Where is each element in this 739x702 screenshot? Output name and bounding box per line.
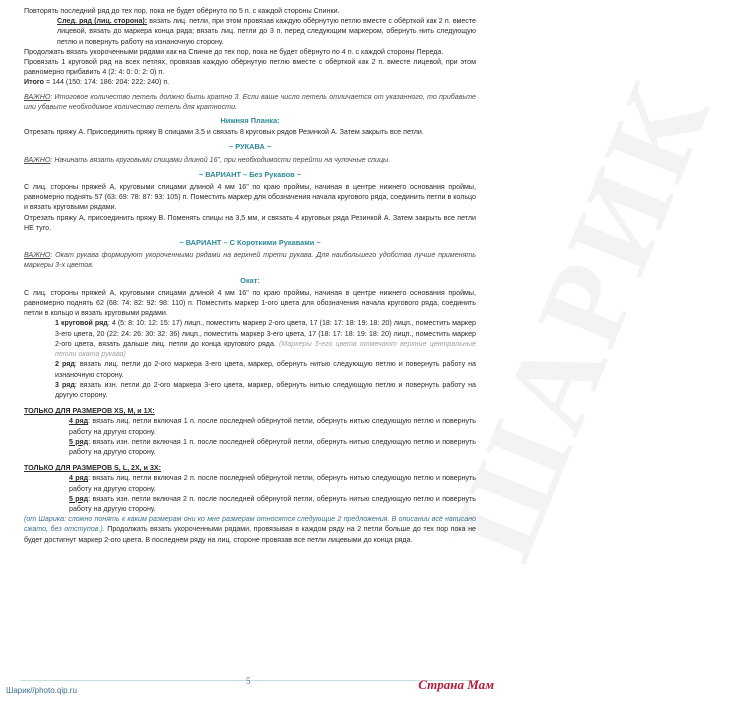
size-group-1-row-4	[24, 416, 476, 436]
row-2-lead: 2 ряд	[55, 360, 75, 369]
cap-row-3	[24, 380, 476, 400]
important-note-3	[24, 250, 476, 270]
cap-text: С лиц. стороны пряжей A, круговыми спицами длиной 4 мм 16" по краю проймы, начиная в центре нижнего основания проймы, равномерно поднять 62 (68: 74: 82: 92: 98: 110) п. Поместить маркер 1-ого цвета для обозначения начала кругового ряда, соединить петли в кольцо и вязать круговыми рядами.	[24, 288, 476, 318]
next-row-text: вязать лиц. петли, при этом провязав каждую обёрнутую петлю вместе с обёрткой как 2 п. вместе лицевой, вязать до маркера конца ряда; вязать лиц. петли до 3 п. перед следующим маркером, обернуть нить следующую петлю и повернуть работу на изнаночную сторону.	[57, 17, 477, 46]
paragraph-next-row	[24, 16, 476, 47]
heading-sleeve: ~ РУКАВА ~	[228, 142, 272, 152]
paragraph-total	[24, 77, 476, 87]
next-row-lead: След. ряд (лиц. сторона):	[57, 17, 148, 26]
paragraph-1: Повторять последний ряд до тех пор, пока не будет обёрнуто по 5 п. с каждой стороны Спинки.	[24, 7, 340, 15]
cap-row-2	[24, 359, 476, 379]
important-label: ВАЖНО	[24, 155, 51, 164]
total-lead: Итого	[24, 78, 45, 87]
heading-variant-short-sleeves: ~ ВАРИАНТ – С Короткими Рукавами ~	[179, 238, 321, 248]
row-4-lead: 4 ряд	[69, 474, 89, 483]
important-text: : Окат рукава формируют укороченными рядами на верхней трети рукава. Для наибольшего удобства лучше применять маркеры 3-х цветов.	[24, 251, 476, 270]
heading-variant-sleeveless: ~ ВАРИАНТ – Без Рукавов ~	[198, 169, 302, 179]
size-group-2-row-4	[24, 473, 476, 493]
heading-placket: Нижняя Планка:	[220, 116, 280, 126]
important-text: : Начинать вязать круговыми спицами длиной 16", при необходимости перейти на чулочные спицы.	[50, 155, 391, 164]
row-5-text: : вязать изн. петли включая 1 п. после последней обёрнутой петли, обернуть нитью следующую петлю и повернуть работу на другую сторону.	[69, 437, 476, 456]
cap-row-1	[24, 318, 476, 359]
row-1-note: (Маркеры 3-его цвета отмечают верхние центральные петли оката рукава)	[55, 339, 476, 359]
page-number: 5	[246, 676, 251, 686]
final-paragraph	[24, 514, 476, 545]
watermark-text: ШАРИК	[424, 61, 737, 577]
important-note-1	[24, 92, 476, 112]
row-1-lead: 1 круговой ряд	[55, 319, 108, 328]
variant-sleeveless-text-2: Отрезать пряжу A, присоединить пряжу B. Поменять спицы на 3,5 мм, и связать 4 круговых ряда Резинкой A. Затем закрыть все петли НЕ туго.	[24, 213, 476, 232]
document-body	[24, 6, 476, 545]
row-3-lead: 3 ряд	[55, 380, 75, 389]
final-text: Продолжать вязать укороченными рядами, провязывая в каждом ряду на 2 петли больше до тех пор пока не будет достигнут маркер 2-ого цвета. В последнем ряду на лиц. стороне провязав все петли лицевыми до конца ряда.	[24, 525, 476, 544]
row-5-text: : вязать изн. петли включая 2 п. после последней обёрнутой петли, обернуть нитью следующую петлю и повернуть работу на другую сторону.	[69, 494, 476, 513]
row-5-lead: 5 ряд	[69, 437, 89, 446]
row-3-text: : вязать изн. петли до 2-ого маркера 3-его цвета, маркер, обернуть нитью следующую петлю и повернуть работу на другую сторону.	[55, 380, 476, 399]
important-note-2	[24, 155, 476, 165]
placket-text: Отрезать пряжу A. Присоединить пряжу B спицами 3,5 и связать 8 круговых рядов Резинкой A. Затем закрыть все петли.	[24, 128, 424, 137]
footer-source-link[interactable]: Шарик//photo.qip.ru	[6, 686, 77, 695]
row-4-text: : вязать лиц. петли включая 2 п. после последней обёрнутой петли, обернуть нитью следующую петлю и повернуть работу на другую сторону.	[69, 474, 476, 493]
row-1-text: : 4 (5: 8: 10: 12: 15: 17) лицп., поместить маркер 2-ого цвета, 17 (18: 17: 18: 19: 18: 20) лицп., поместить маркер 3-его цвета, 20 (22: 24: 26: 30: 32: 36) лицп., поместить маркер 3-его цвета, 17 (18: 17: 18: 19: 18: 20) лицп., поместить маркер 2-ого цвета, вязать дальше лиц. петли до конца кругового ряда.	[55, 319, 476, 348]
important-label: ВАЖНО	[24, 251, 51, 260]
total-value: = 144 (150: 174: 186: 204: 222: 240) п.	[44, 78, 170, 87]
important-label: ВАЖНО	[24, 92, 51, 101]
size-group-1-row-5	[24, 437, 476, 457]
row-4-lead: 4 ряд	[69, 417, 89, 426]
row-5-lead: 5 ряд	[69, 494, 89, 503]
heading-cap: Окат:	[240, 275, 260, 285]
paragraph-continue: Продолжать вязать укороченными рядами как на Спинке до тех пор, пока не будет обёрнуто по 4 п. с каждой стороны Переда.	[24, 47, 444, 56]
size-group-2-row-5	[24, 494, 476, 514]
variant-sleeveless-text: С лиц. стороны пряжей A, круговыми спицами длиной 4 мм 16" по краю проймы, начиная в центре нижнего основания проймы, равномерно поднять 57 (63: 69: 78: 87: 93: 105) п. Поместить маркер для обозначения начала кругового ряда, соединить петли в кольцо и вязать круговыми рядами.	[24, 183, 476, 212]
paragraph-round-row: Провязать 1 круговой ряд на всех петлях, провязав каждую обёрнутую петлю вместе с обёрткой как 2 п. вместе лицевой, при этом равномерно прибавить 4 (2: 4: 0: 0: 2: 0) п.	[24, 58, 476, 77]
row-2-text: : вязать лиц. петли до 2-ого маркера 3-его цвета, маркер, обернуть нитью следующую петлю и повернуть работу на изнаночную сторону.	[55, 360, 476, 379]
site-logo: Страна Мам	[418, 677, 494, 692]
translator-note: (от Шарика: сложно понять к каким размерам они ко мне размерам относятся следующие 2 предложения. В описании всё написано сжато, без отступов.).	[24, 515, 476, 534]
size-group-2-heading: ТОЛЬКО ДЛЯ РАЗМЕРОВ S, L, 2X, и 3X:	[24, 464, 161, 473]
important-text: : Итоговое количество петель должно быть кратно 3. Если ваше число петель отличается от указанного, то прибавьте или убавьте необходимое количество петель для кратности.	[24, 92, 476, 111]
row-4-text: : вязать лиц. петли включая 1 п. после последней обёрнутой петли, обернуть нитью следующую петлю и повернуть работу на другую сторону.	[69, 417, 476, 436]
size-group-1-heading: ТОЛЬКО ДЛЯ РАЗМЕРОВ XS, M, и 1X:	[24, 407, 155, 416]
